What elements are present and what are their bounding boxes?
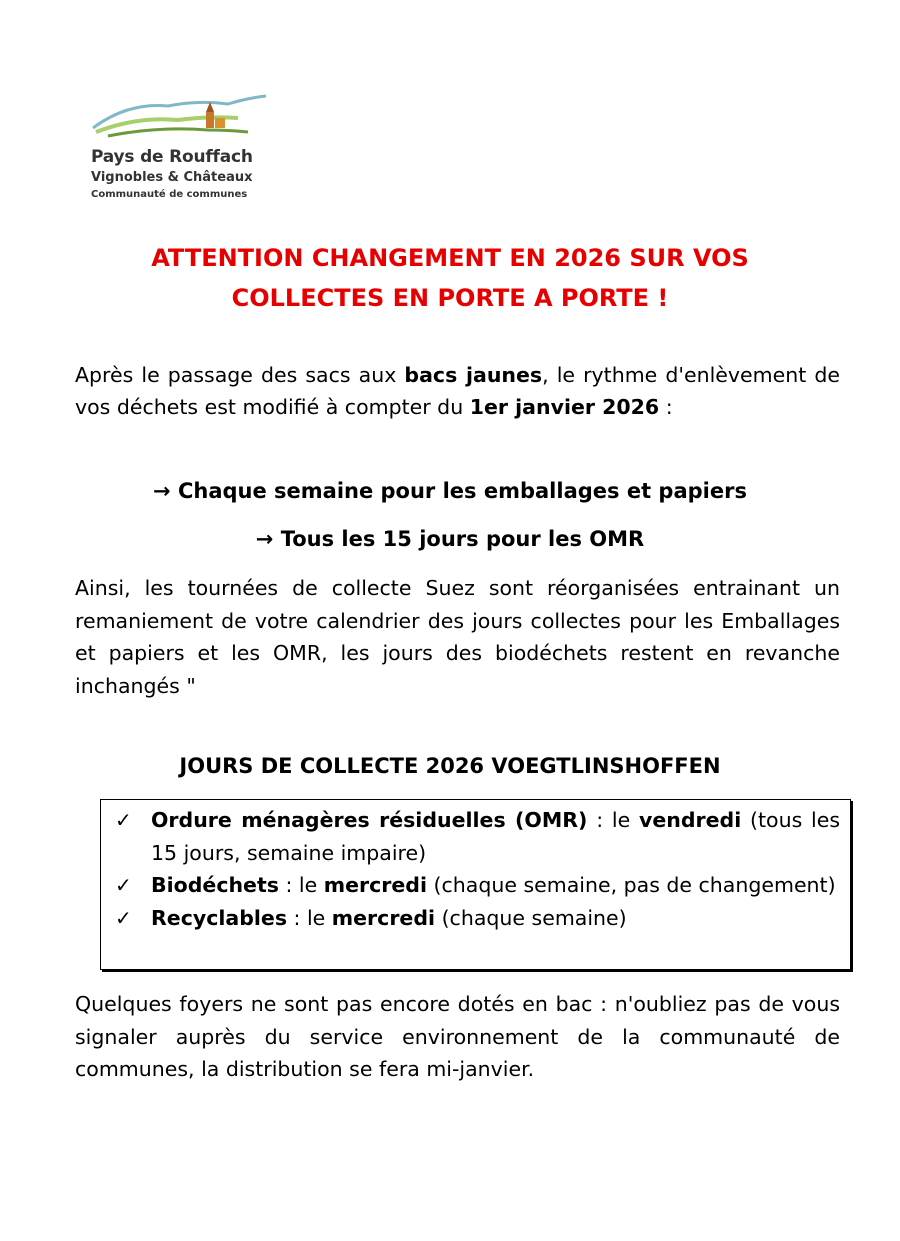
check-icon: ✓	[115, 905, 132, 930]
landscape-logo-icon	[88, 90, 278, 140]
intro-bold-bacs: bacs jaunes	[404, 363, 543, 387]
body-paragraph: Ainsi, les tournées de collecte Suez sont réorganisées entrainant un remaniement de votre calendrier des jours collectes pour les Emballages et papiers et les OMR, les jours des biodéchets restent en revanche inchangés "	[75, 576, 840, 698]
logo	[88, 90, 278, 210]
logo-line-2: Vignobles & Châteaux	[91, 170, 253, 185]
logo-line-1: Pays de Rouffach	[91, 147, 253, 167]
schedule-note: (tous les 15 jours, semaine impaire)	[151, 808, 841, 865]
schedule-day: vendredi	[638, 808, 742, 832]
intro-bold-date: 1er janvier 2026	[469, 395, 660, 419]
logo-line-3: Communauté de communes	[91, 189, 248, 200]
footer-paragraph: Quelques foyers ne sont pas encore dotés en bac : n'oubliez pas de vous signaler auprès du service environnement de la communauté de communes, la distribution se fera mi-janvier.	[75, 992, 840, 1081]
schedule-day: mercredi	[323, 873, 427, 897]
intro-text-3: :	[659, 395, 673, 419]
schedule-item-recyclables	[101, 902, 850, 935]
schedule-title: JOURS DE COLLECTE 2026 VOEGTLINSHOFFEN	[179, 754, 721, 778]
schedule-label: Biodéchets	[151, 873, 279, 897]
intro-text-2: , le rythme d'enlèvement de vos déchets est modifié à compter du	[75, 363, 840, 419]
intro-paragraph	[75, 359, 840, 423]
schedule-sep: : le	[287, 905, 332, 930]
schedule-sep: : le	[587, 808, 639, 832]
schedule-box	[100, 799, 851, 970]
arrow-line-omr: → Tous les 15 jours pour les OMR	[255, 527, 645, 551]
schedule-note: (chaque semaine)	[435, 905, 627, 930]
schedule-sep: : le	[278, 873, 324, 897]
title-line-1: ATTENTION CHANGEMENT EN 2026 SUR VOS	[151, 244, 749, 272]
schedule-note: (chaque semaine, pas de changement)	[426, 873, 836, 897]
schedule-label: Ordure ménagères résiduelles (OMR)	[151, 808, 588, 832]
intro-text-1: Après le passage des sacs aux	[75, 363, 405, 387]
page-title	[60, 238, 840, 318]
check-icon: ✓	[115, 808, 132, 832]
schedule-day: mercredi	[331, 905, 436, 930]
arrow-line-emballages: → Chaque semaine pour les emballages et papiers	[153, 479, 747, 503]
title-line-2: COLLECTES EN PORTE A PORTE !	[231, 284, 669, 312]
schedule-item-omr	[101, 804, 850, 869]
schedule-label: Recyclables	[151, 905, 288, 930]
check-icon: ✓	[115, 873, 132, 897]
schedule-item-biodechets	[101, 869, 850, 902]
